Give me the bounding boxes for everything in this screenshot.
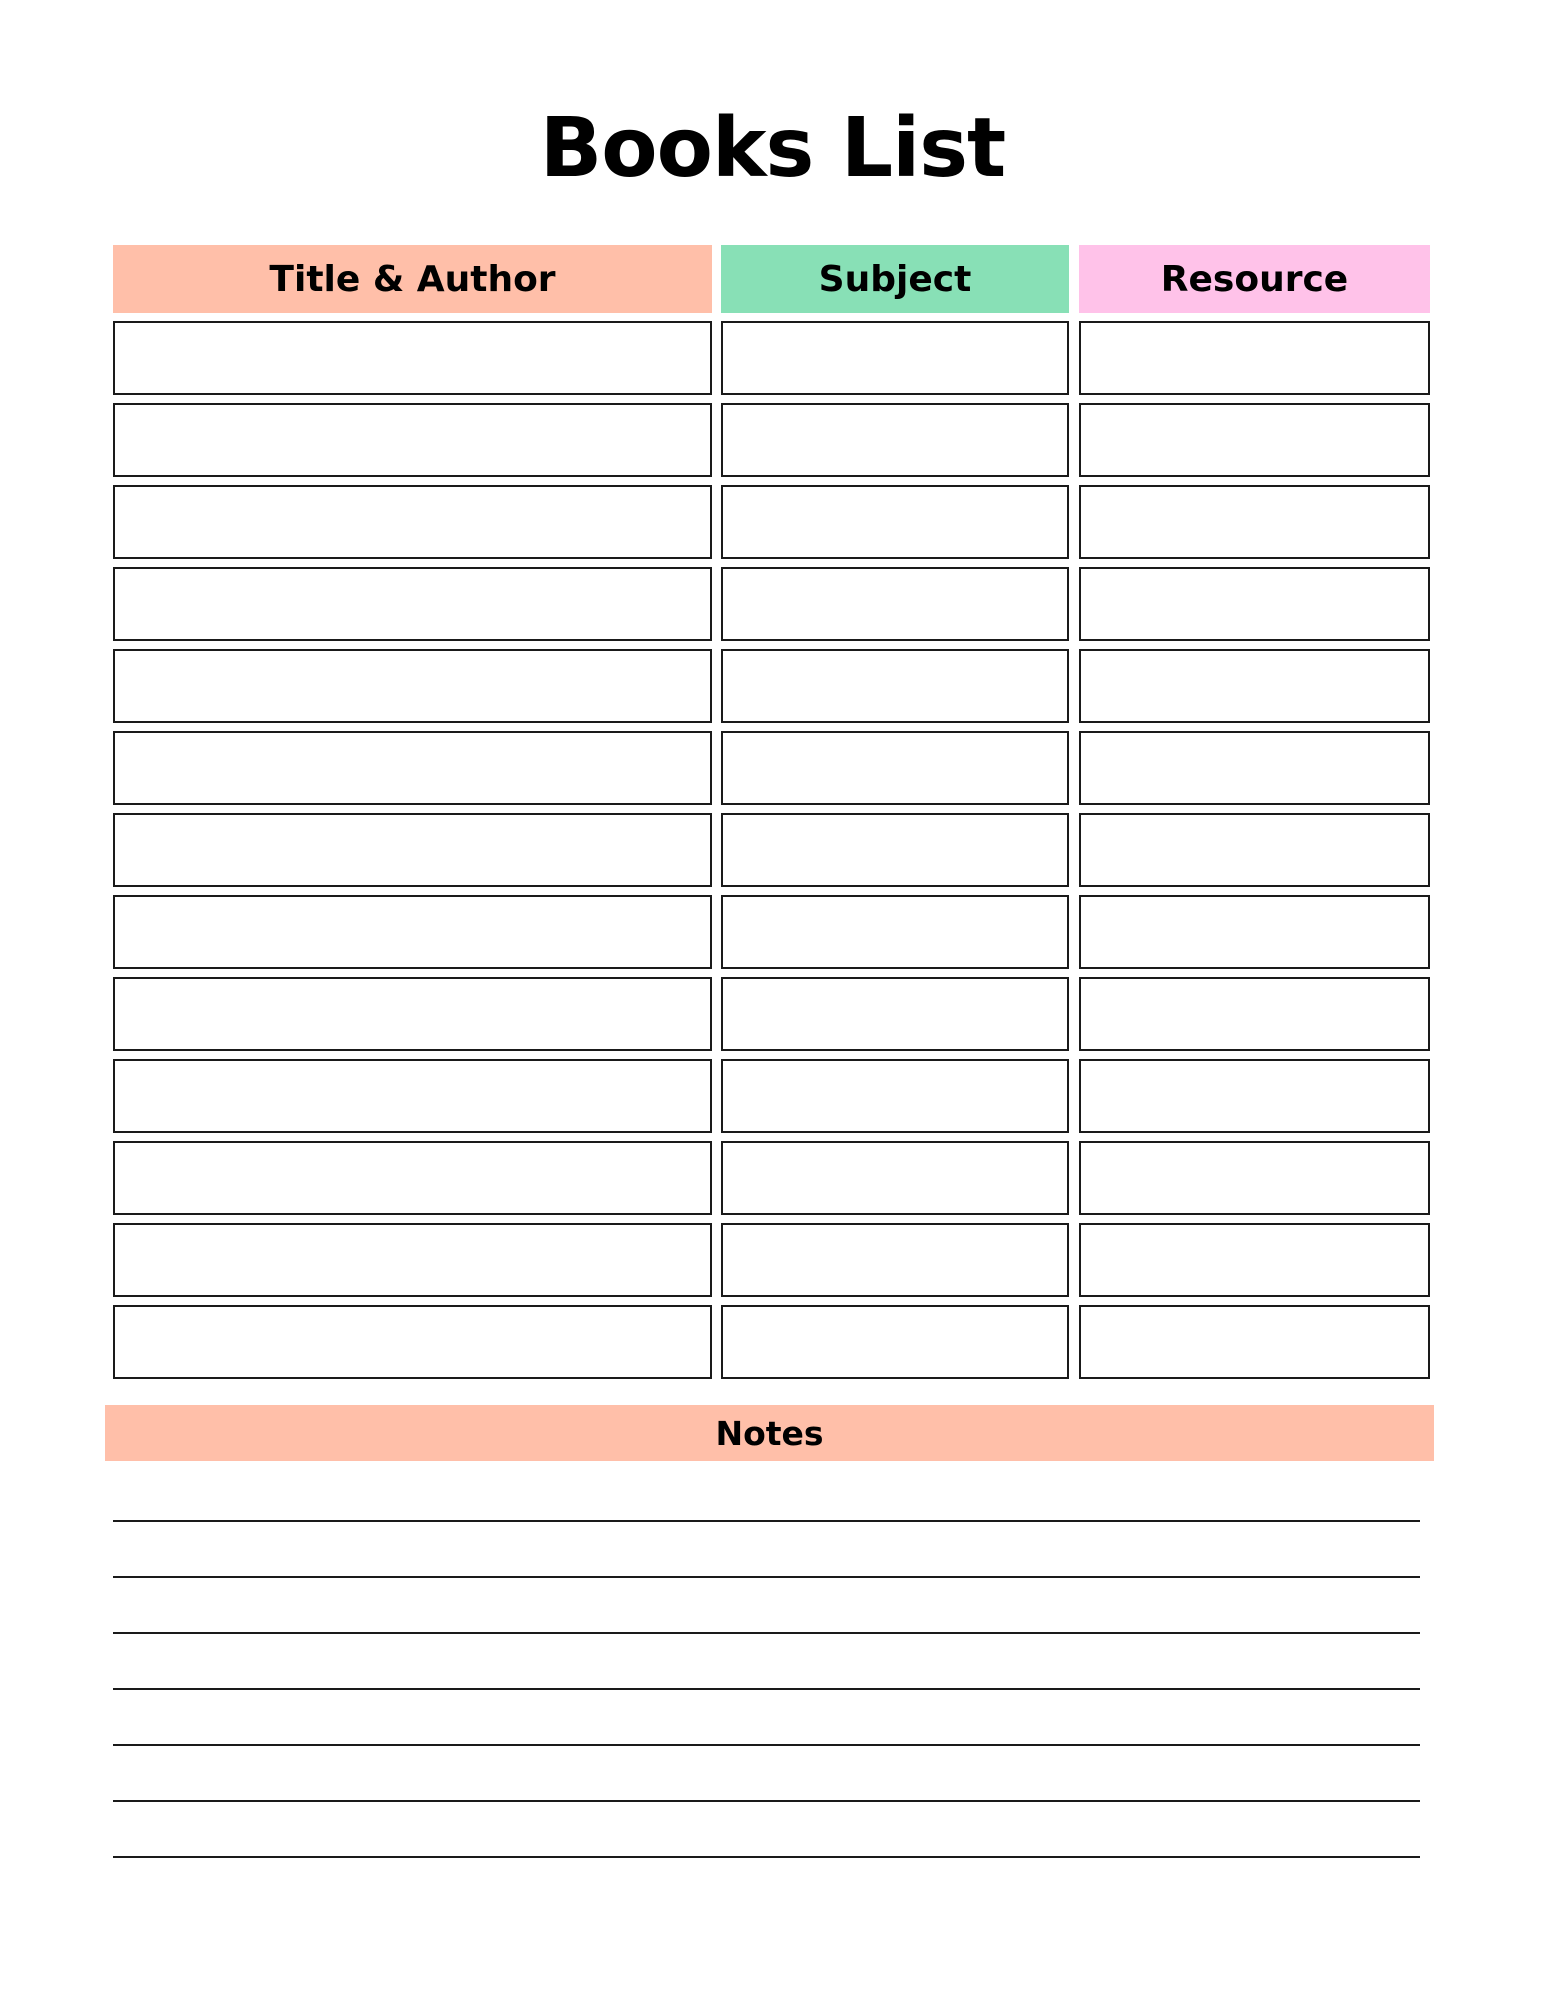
note-line[interactable] — [113, 1800, 1420, 1802]
notes-header: Notes — [105, 1405, 1434, 1461]
table-row — [0, 1141, 1545, 1215]
table-row — [0, 1223, 1545, 1297]
cell-subject[interactable] — [721, 813, 1069, 887]
cell-subject[interactable] — [721, 485, 1069, 559]
cell-title-author[interactable] — [113, 1059, 712, 1133]
cell-title-author[interactable] — [113, 813, 712, 887]
cell-title-author[interactable] — [113, 977, 712, 1051]
cell-resource[interactable] — [1079, 1223, 1430, 1297]
table-row — [0, 1059, 1545, 1133]
table-row — [0, 895, 1545, 969]
cell-resource[interactable] — [1079, 485, 1430, 559]
note-line[interactable] — [113, 1520, 1420, 1522]
cell-subject[interactable] — [721, 567, 1069, 641]
note-line[interactable] — [113, 1576, 1420, 1578]
cell-title-author[interactable] — [113, 649, 712, 723]
cell-title-author[interactable] — [113, 895, 712, 969]
table-row — [0, 813, 1545, 887]
cell-resource[interactable] — [1079, 321, 1430, 395]
cell-subject[interactable] — [721, 977, 1069, 1051]
cell-title-author[interactable] — [113, 567, 712, 641]
cell-subject[interactable] — [721, 1141, 1069, 1215]
table-row — [0, 321, 1545, 395]
cell-resource[interactable] — [1079, 895, 1430, 969]
table-row — [0, 1305, 1545, 1379]
table-row — [0, 649, 1545, 723]
table-row — [0, 567, 1545, 641]
note-line[interactable] — [113, 1688, 1420, 1690]
page-title: Books List — [539, 101, 1006, 196]
cell-resource[interactable] — [1079, 1059, 1430, 1133]
cell-subject[interactable] — [721, 321, 1069, 395]
cell-title-author[interactable] — [113, 1223, 712, 1297]
cell-subject[interactable] — [721, 1305, 1069, 1379]
cell-resource[interactable] — [1079, 649, 1430, 723]
table-row — [0, 403, 1545, 477]
cell-title-author[interactable] — [113, 1305, 712, 1379]
cell-subject[interactable] — [721, 1223, 1069, 1297]
column-header-title-author: Title & Author — [113, 245, 712, 313]
note-line[interactable] — [113, 1856, 1420, 1858]
cell-resource[interactable] — [1079, 403, 1430, 477]
column-header-resource: Resource — [1079, 245, 1430, 313]
cell-subject[interactable] — [721, 403, 1069, 477]
cell-resource[interactable] — [1079, 1141, 1430, 1215]
cell-subject[interactable] — [721, 649, 1069, 723]
cell-resource[interactable] — [1079, 977, 1430, 1051]
cell-resource[interactable] — [1079, 813, 1430, 887]
cell-title-author[interactable] — [113, 403, 712, 477]
cell-title-author[interactable] — [113, 731, 712, 805]
note-line[interactable] — [113, 1632, 1420, 1634]
cell-subject[interactable] — [721, 895, 1069, 969]
table-row — [0, 731, 1545, 805]
cell-title-author[interactable] — [113, 485, 712, 559]
cell-subject[interactable] — [721, 731, 1069, 805]
cell-resource[interactable] — [1079, 731, 1430, 805]
cell-title-author[interactable] — [113, 1141, 712, 1215]
table-row — [0, 977, 1545, 1051]
table-row — [0, 485, 1545, 559]
cell-title-author[interactable] — [113, 321, 712, 395]
cell-subject[interactable] — [721, 1059, 1069, 1133]
note-line[interactable] — [113, 1744, 1420, 1746]
cell-resource[interactable] — [1079, 567, 1430, 641]
column-header-subject: Subject — [721, 245, 1069, 313]
cell-resource[interactable] — [1079, 1305, 1430, 1379]
